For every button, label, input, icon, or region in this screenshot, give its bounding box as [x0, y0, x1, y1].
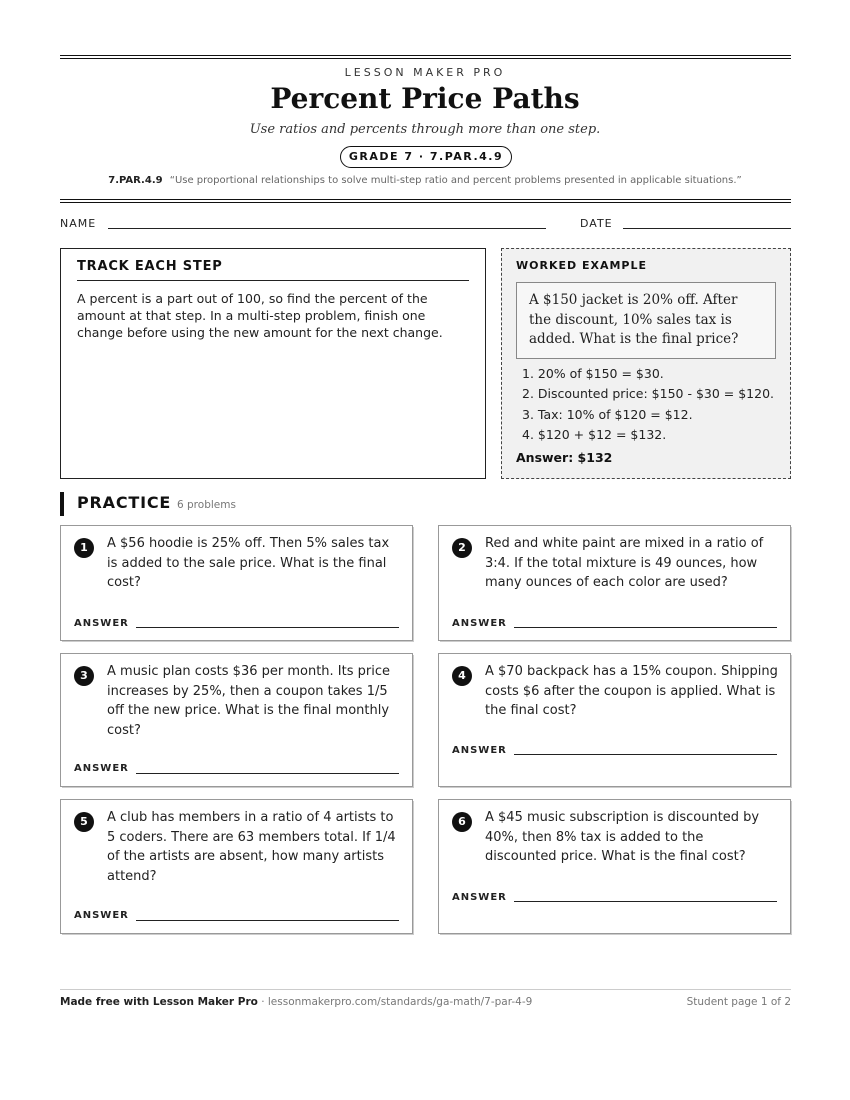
header-bottom-rule-inner — [60, 202, 791, 203]
problem-text: A music plan costs $36 per month. Its price increases by 25%, then a coupon takes 1/5 off the new price. What is the final monthly cost? — [107, 664, 390, 738]
problem-text: Red and white paint are mixed in a ratio of 3:4. If the total mixture is 49 ounces, how many ounces of each color are used? — [485, 536, 764, 590]
problem-number: 4 — [452, 666, 472, 686]
worked-example-question: A $150 jacket is 20% off. After the discount, 10% sales tax is added. What is the final price? — [516, 282, 776, 359]
worked-example-steps — [516, 364, 776, 446]
problem-card-2 — [438, 525, 791, 641]
track-box-body: A percent is a part out of 100, so find the percent of the amount at that step. In a multi-step problem, finish one change before using the new amount for the next change. — [77, 291, 443, 340]
problem-card-3 — [60, 653, 413, 787]
answer-field[interactable] — [136, 920, 399, 921]
worked-example-box — [501, 248, 791, 479]
practice-count: 6 problems — [177, 499, 236, 511]
answer-label: ANSWER — [452, 745, 507, 756]
problem-text: A $45 music subscription is discounted by 40%, then 8% tax is added to the discounted price. What is the final cost? — [485, 810, 760, 864]
footer-credit — [60, 996, 532, 1008]
worked-step: 2. Discounted price: $150 - $30 = $120. — [522, 386, 775, 401]
standard-code: 7.PAR.4.9 — [108, 175, 163, 186]
answer-field[interactable] — [514, 754, 777, 755]
answer-label: ANSWER — [452, 892, 507, 903]
page-subtitle: Use ratios and percents through more than one step. — [249, 122, 601, 137]
problem-text: A $56 hoodie is 25% off. Then 5% sales tax is added to the sale price. What is the final cost? — [107, 536, 390, 590]
date-field[interactable] — [623, 228, 791, 229]
footer-url[interactable]: · lessonmakerpro.com/standards/ga-math/7-par-4-9 — [257, 996, 533, 1008]
problem-card-6 — [438, 799, 791, 934]
practice-title: PRACTICE — [77, 493, 172, 512]
problem-number: 1 — [74, 538, 94, 558]
answer-label: ANSWER — [452, 618, 507, 629]
standard-line — [0, 175, 850, 186]
answer-field[interactable] — [136, 627, 399, 628]
answer-label: ANSWER — [74, 910, 129, 921]
track-each-step-box — [60, 248, 486, 479]
top-rule — [60, 55, 791, 56]
grade-badge: GRADE 7 · 7.PAR.4.9 — [340, 146, 512, 168]
brand-label: LESSON MAKER PRO — [344, 66, 506, 79]
worked-step: 3. Tax: 10% of $120 = $12. — [522, 406, 693, 422]
footer-rule — [60, 989, 791, 990]
header-bottom-rule — [60, 199, 791, 200]
footer-page-number: Student page 1 of 2 — [686, 996, 791, 1008]
problem-card-1 — [60, 525, 413, 641]
name-field[interactable] — [108, 228, 546, 229]
practice-accent-bar — [60, 492, 64, 516]
standard-text: “Use proportional relationships to solve multi-step ratio and percent problems presented in applicable situations.” — [169, 175, 742, 186]
problem-number: 2 — [452, 538, 472, 558]
worked-example-answer: Answer: $132 — [516, 449, 613, 465]
problem-text: A club has members in a ratio of 4 artists to 5 coders. There are 63 members total. If 1/4 of the artists are absent, how many artists attend? — [107, 810, 396, 884]
problem-number: 6 — [452, 812, 472, 832]
problem-card-4 — [438, 653, 791, 787]
track-box-title: TRACK EACH STEP — [77, 259, 469, 281]
worked-example-title: WORKED EXAMPLE — [516, 259, 647, 272]
page-title: Percent Price Paths — [270, 82, 580, 115]
name-label: NAME — [60, 217, 97, 230]
worked-step: 1. 20% of $150 = $30. — [522, 365, 664, 381]
problem-text: A $70 backpack has a 15% coupon. Shipping costs $6 after the coupon is applied. What is the final cost? — [485, 664, 778, 718]
answer-label: ANSWER — [74, 618, 129, 629]
top-rule-inner — [60, 58, 791, 59]
answer-field[interactable] — [514, 627, 777, 628]
answer-label: ANSWER — [74, 763, 129, 774]
date-label: DATE — [580, 217, 613, 230]
footer-made-with: Made free with Lesson Maker Pro — [60, 996, 258, 1008]
worked-step: 4. $120 + $12 = $132. — [522, 427, 667, 442]
answer-field[interactable] — [514, 901, 777, 902]
problem-card-5 — [60, 799, 413, 934]
problem-number: 5 — [74, 812, 94, 832]
answer-field[interactable] — [136, 773, 399, 774]
problem-number: 3 — [74, 666, 94, 686]
